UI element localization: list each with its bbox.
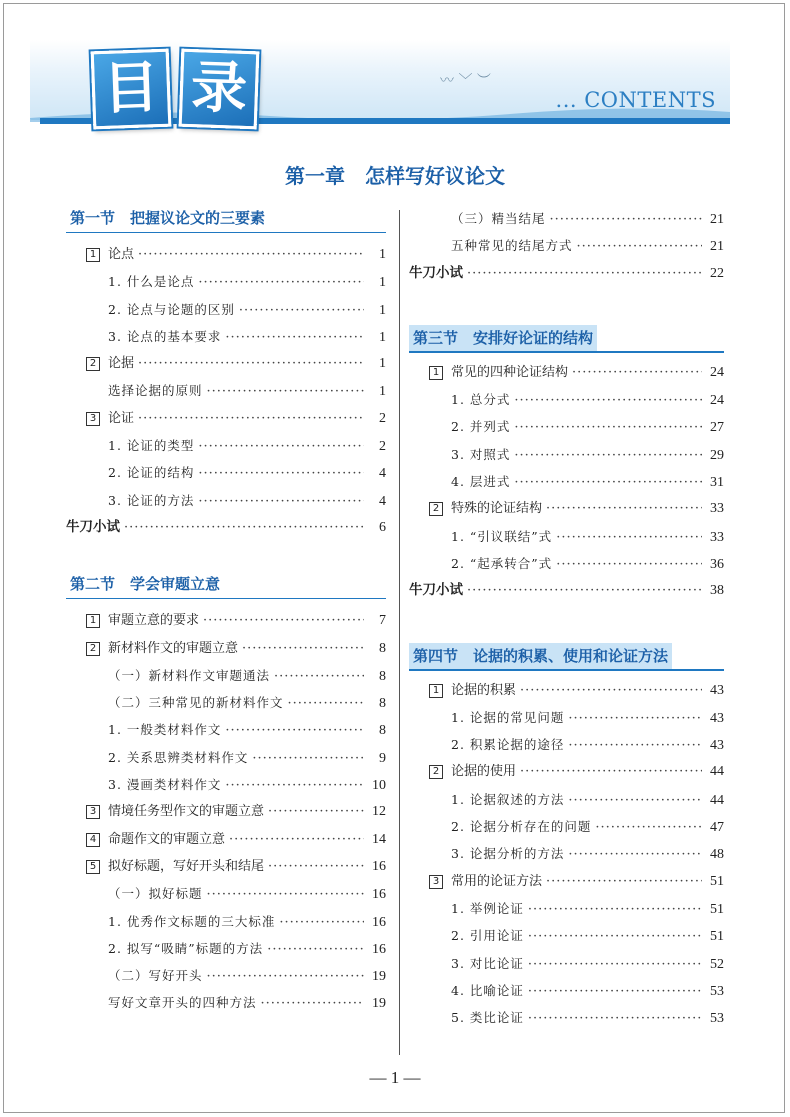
toc-entry[interactable]: 1. 论据叙述的方法 ····· 44 (409, 786, 724, 813)
toc-entry[interactable]: （二）写好开头 ····· 19 (66, 962, 386, 989)
toc-entry[interactable]: 3. 论证的方法 ····· 4 (66, 487, 386, 514)
practice-entry[interactable]: 牛刀小试 ····· 38 (409, 577, 724, 604)
toc-entry[interactable]: 4. 层进式 ····· 31 (409, 468, 724, 495)
toc-entry[interactable]: 2. 引用论证 ····· 51 (409, 922, 724, 949)
section-heading (66, 571, 386, 599)
toc-entry[interactable]: 2 论据 ····· 1 (66, 350, 386, 377)
toc-entry[interactable]: （一）拟好标题 ····· 16 (66, 880, 386, 907)
toc-entry[interactable]: （二）三种常见的新材料作文 ····· 8 (66, 689, 386, 716)
section-title: 第三节 安排好论证的结构 (409, 325, 597, 351)
toc-entry[interactable]: 3 论证 ····· 2 (66, 405, 386, 432)
toc-entry[interactable]: 3 情境任务型作文的审题立意 ····· 12 (66, 798, 386, 825)
toc-entry[interactable]: 3. 对照式 ····· 29 (409, 441, 724, 468)
toc-entry[interactable]: 1 论点 ····· 1 (66, 241, 386, 268)
toc-entry[interactable]: 1 审题立意的要求 ····· 7 (66, 607, 386, 634)
right-column (409, 205, 724, 1031)
title-char-lu: 录 (179, 49, 260, 130)
toc-entry[interactable]: 2. 关系思辨类材料作文 ····· 9 (66, 744, 386, 771)
toc-entry[interactable]: 2 论据的使用 ····· 44 (409, 758, 724, 785)
contents-label: ... CONTENTS (555, 88, 716, 112)
toc-entry[interactable]: 5 拟好标题，写好开头和结尾 ····· 16 (66, 853, 386, 880)
toc-entry[interactable]: 写好文章开头的四种方法 ····· 19 (66, 989, 386, 1016)
toc-entry[interactable]: 2. 积累论据的途径 ····· 43 (409, 731, 724, 758)
toc-entry[interactable]: 5. 类比论证 ····· 53 (409, 1004, 724, 1031)
toc-entry[interactable]: 2. 论点与论题的区别 ····· 1 (66, 296, 386, 323)
section-title: 第二节 学会审题立意 (70, 575, 221, 594)
toc-header (30, 30, 730, 140)
toc-entry[interactable]: 1 论据的积累 ····· 43 (409, 677, 724, 704)
section-heading (66, 205, 386, 233)
toc-entry[interactable]: 1. 论据的常见问题 ····· 43 (409, 704, 724, 731)
chapter-title: 第一章 怎样写好议论文 (285, 164, 505, 188)
toc-entry[interactable]: 1. 一般类材料作文 ····· 8 (66, 716, 386, 743)
toc-entry[interactable]: （三）精当结尾 ····· 21 (409, 205, 724, 232)
column-divider (399, 210, 400, 1055)
toc-entry[interactable]: 3. 漫画类材料作文 ····· 10 (66, 771, 386, 798)
toc-entry[interactable]: 1. 优秀作文标题的三大标准 ····· 16 (66, 908, 386, 935)
toc-entry[interactable]: 1. 论证的类型 ····· 2 (66, 432, 386, 459)
left-column (66, 205, 386, 1017)
toc-entry[interactable]: 4. 比喻论证 ····· 53 (409, 977, 724, 1004)
toc-entry[interactable]: 3 常用的论证方法 ····· 51 (409, 868, 724, 895)
toc-entry[interactable]: 2. 论证的结构 ····· 4 (66, 459, 386, 486)
toc-entry[interactable]: 3. 对比论证 ····· 52 (409, 950, 724, 977)
toc-entry[interactable]: 1. 举例论证 ····· 51 (409, 895, 724, 922)
birds-icon: 〰 ﹀ ︶ (440, 73, 491, 89)
toc-entry[interactable]: 2. “起承转合”式 ····· 36 (409, 550, 724, 577)
practice-entry[interactable]: 牛刀小试 ····· 22 (409, 260, 724, 287)
toc-entry[interactable]: 1. 总分式 ····· 24 (409, 386, 724, 413)
section-heading (409, 325, 724, 353)
toc-entry[interactable]: 4 命题作文的审题立意 ····· 14 (66, 826, 386, 853)
toc-entry[interactable]: 1. 什么是论点 ····· 1 (66, 268, 386, 295)
toc-entry[interactable]: 2 特殊的论证结构 ····· 33 (409, 495, 724, 522)
section-heading (409, 643, 724, 671)
toc-entry[interactable]: 1. “引议联结”式 ····· 33 (409, 523, 724, 550)
title-char-mu: 目 (91, 49, 172, 130)
toc-entry[interactable]: 2 新材料作文的审题立意 ····· 8 (66, 635, 386, 662)
practice-entry[interactable]: 牛刀小试 ····· 6 (66, 514, 386, 541)
section-title: 第一节 把握议论文的三要素 (70, 209, 266, 227)
toc-entry[interactable]: （一）新材料作文审题通法 ····· 8 (66, 662, 386, 689)
toc-entry[interactable]: 2. 并列式 ····· 27 (409, 413, 724, 440)
toc-entry[interactable]: 2. 论据分析存在的问题 ····· 47 (409, 813, 724, 840)
page-number: — 1 — (369, 1068, 421, 1087)
toc-entry[interactable]: 3. 论据分析的方法 ····· 48 (409, 840, 724, 867)
toc-entry[interactable]: 2. 拟写“吸睛”标题的方法 ····· 16 (66, 935, 386, 962)
toc-entry[interactable]: 五种常见的结尾方式 ····· 21 (409, 232, 724, 259)
toc-entry[interactable]: 选择论据的原则 ····· 1 (66, 377, 386, 404)
toc-entry[interactable]: 1 常见的四种论证结构 ····· 24 (409, 359, 724, 386)
toc-entry[interactable]: 3. 论点的基本要求 ····· 1 (66, 323, 386, 350)
section-title: 第四节 论据的积累、使用和论证方法 (409, 643, 672, 669)
